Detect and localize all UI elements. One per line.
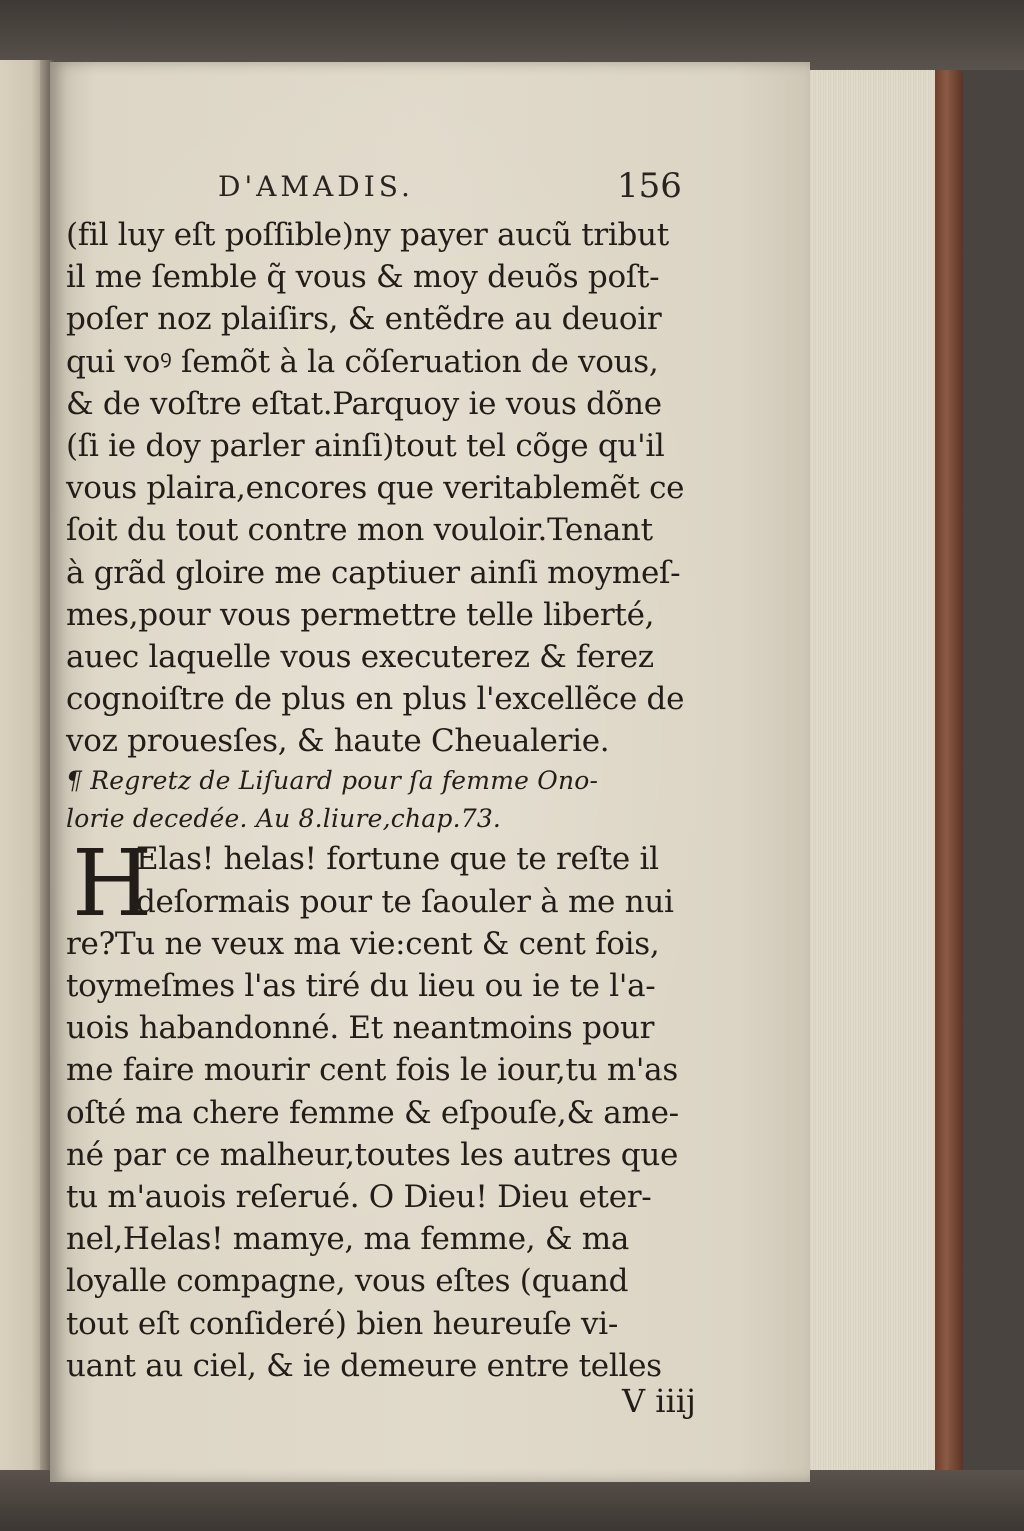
page-block-edge xyxy=(808,70,939,1470)
chapter-rubric: ¶ Regretz de Liſuard pour ſa femme Ono- xyxy=(66,766,599,796)
text-line: (fil luy eſt poſſible)ny payer aucũ tribut xyxy=(66,217,669,253)
text-block xyxy=(66,214,716,1387)
text-line: re?Tu ne veux ma vie:cent & cent fois, xyxy=(66,925,660,962)
text-line: ſoit du tout contre mon vouloir.Tenant xyxy=(66,512,653,549)
text-line: uois habandonné. Et neantmoins pour xyxy=(66,1010,655,1047)
signature-mark: V iiij xyxy=(622,1382,696,1420)
text-line: cognoiſtre de plus en plus l'excellẽce de xyxy=(66,681,685,718)
text-line: auec laquelle vous executerez & ferez xyxy=(66,638,654,675)
text-line: tout eſt conſideré) bien heureuſe vi- xyxy=(66,1305,619,1342)
text-line: vous plaira,encores que veritablemẽt ce xyxy=(66,470,685,507)
text-line: tu m'auois reſerué. O Dieu! Dieu eter- xyxy=(66,1178,652,1215)
text-line: qui voꝰ ſemõt à la cõſeruation de vous, xyxy=(66,343,659,380)
text-line: à grãd gloire me captiuer ainſi moymeſ- xyxy=(66,554,681,591)
text-line: nel,Helas! mamye, ma femme, & ma xyxy=(66,1221,630,1258)
text-line: poſer noz plaiſirs, & entẽdre au deuoir xyxy=(66,301,662,338)
page-number: 156 xyxy=(617,166,682,206)
text-line: oſté ma chere femme & eſpouſe,& ame- xyxy=(66,1094,679,1131)
text-line: uant au ciel, & ie demeure entre telles xyxy=(66,1347,662,1384)
text-line: loyalle compagne, vous eſtes (quand xyxy=(66,1263,629,1300)
book-page xyxy=(50,62,810,1482)
backdrop-top xyxy=(0,0,1024,70)
text-line: deſormais pour te ſaouler à me nui xyxy=(136,883,674,920)
drop-capital: H xyxy=(72,830,153,938)
text-line: (ſi ie doy parler ainſi)tout tel cõge qu'il xyxy=(66,427,665,464)
text-line: Elas! helas! fortune que te reſte il xyxy=(136,841,659,878)
text-line: mes,pour vous permettre telle liberté, xyxy=(66,596,655,633)
text-line: il me ſemble q̃ vous & moy deuõs poſt- xyxy=(66,259,660,296)
text-line: né par ce malheur,toutes les autres que xyxy=(66,1136,679,1173)
text-line: toymeſmes l'as tiré du lieu ou ie te l'a- xyxy=(66,968,656,1004)
chapter-rubric: lorie decedée. Au 8.liure,chap.73. xyxy=(66,804,502,834)
text-line: voz prouesſes, & haute Cheualerie. xyxy=(66,723,610,760)
opening-paragraph xyxy=(66,830,716,938)
running-head: D'AMADIS. xyxy=(218,170,414,203)
binding-cover xyxy=(935,70,963,1480)
page-header xyxy=(50,166,810,216)
text-line: & de voſtre eſtat.Parquoy ie vous dõne xyxy=(66,385,662,422)
text-line: me faire mourir cent fois le iour,tu m'as xyxy=(66,1052,678,1089)
